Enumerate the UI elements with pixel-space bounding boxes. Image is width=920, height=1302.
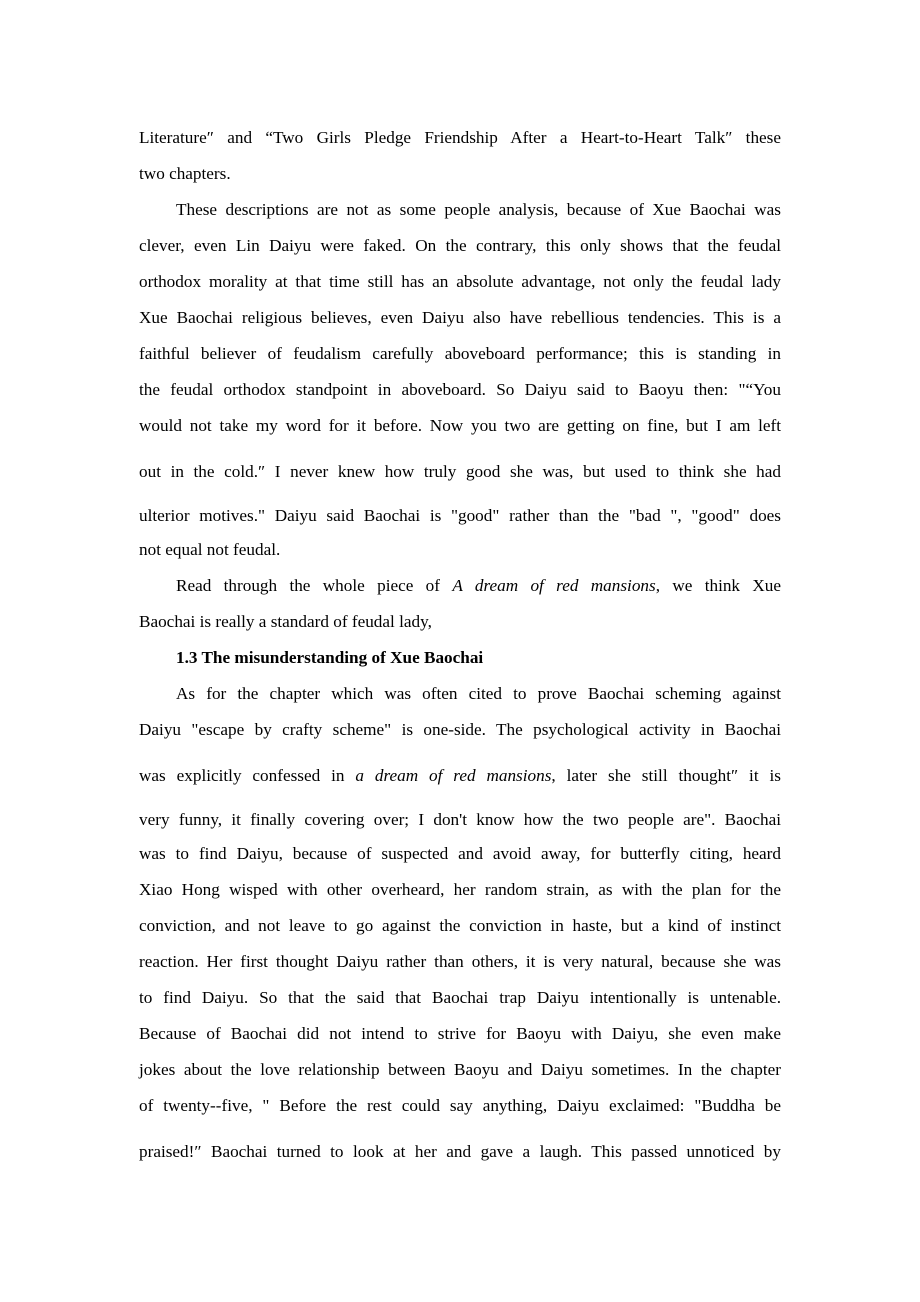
text-line: Daiyu "escape by crafty scheme" is one-side. The psychological activity in Baochai — [139, 720, 781, 739]
text-line: ulterior motives." Daiyu said Baochai is "good" rather than the "bad ", "good" does — [139, 506, 781, 525]
text-line: Xiao Hong wisped with other overheard, her random strain, as with the plan for the — [139, 880, 781, 899]
book-title: A dream of red mansions — [452, 576, 656, 595]
text-line: conviction, and not leave to go against the conviction in haste, but a kind of instinct — [139, 916, 781, 935]
text-line: As for the chapter which was often cited to prove Baochai scheming against — [176, 684, 781, 703]
text-line — [139, 568, 781, 604]
text-line: faithful believer of feudalism carefully aboveboard performance; this is standing in — [139, 344, 781, 363]
text-line: orthodox morality at that time still has an absolute advantage, not only the feudal lady — [139, 272, 781, 291]
text-line: not equal not feudal. — [139, 540, 281, 559]
text-line — [139, 748, 781, 792]
text-line: very funny, it finally covering over; I don't know how the two people are". Baochai — [139, 810, 781, 829]
text-line: the feudal orthodox standpoint in aboveboard. So Daiyu said to Baoyu then: "“You — [139, 380, 781, 399]
text-line: praised!″ Baochai turned to look at her and gave a laugh. This passed unnoticed by — [139, 1142, 781, 1161]
text-line: would not take my word for it before. Now you two are getting on fine, but I am left — [139, 416, 781, 435]
text-line: Because of Baochai did not intend to strive for Baoyu with Daiyu, she even make — [139, 1024, 781, 1043]
section-heading: 1.3 The misunderstanding of Xue Baochai — [176, 648, 484, 667]
text-line: out in the cold.″ I never knew how truly good she was, but used to think she had — [139, 462, 781, 481]
text-line: These descriptions are not as some people analysis, because of Xue Baochai was — [176, 200, 781, 219]
text-line: Baochai is really a standard of feudal lady, — [139, 612, 432, 631]
text-line: of twenty--five, " Before the rest could say anything, Daiyu exclaimed: "Buddha be — [139, 1096, 781, 1115]
text-line: jokes about the love relationship between Baoyu and Daiyu sometimes. In the chapter — [139, 1060, 781, 1079]
text-segment: was explicitly confessed in — [139, 766, 356, 785]
text-line: clever, even Lin Daiyu were faked. On the contrary, this only shows that the feudal — [139, 236, 781, 255]
book-title: a dream of red mansions — [355, 766, 552, 785]
text-segment: , we think Xue — [655, 576, 781, 595]
text-line: was to find Daiyu, because of suspected and avoid away, for butterfly citing, heard — [139, 844, 781, 863]
text-line: to find Daiyu. So that the said that Baochai trap Daiyu intentionally is untenable. — [139, 988, 781, 1007]
text-line: Xue Baochai religious believes, even Daiyu also have rebellious tendencies. This is a — [139, 308, 781, 327]
text-line: reaction. Her first thought Daiyu rather than others, it is very natural, because she was — [139, 952, 781, 971]
text-line: two chapters. — [139, 164, 231, 183]
text-segment: Read through the whole piece of — [176, 576, 453, 595]
text-line: Literature″ and “Two Girls Pledge Friendship After a Heart-to-Heart Talk″ these — [139, 128, 781, 147]
text-segment: , later she still thought″ it is — [551, 766, 781, 785]
document-page — [139, 120, 781, 1168]
